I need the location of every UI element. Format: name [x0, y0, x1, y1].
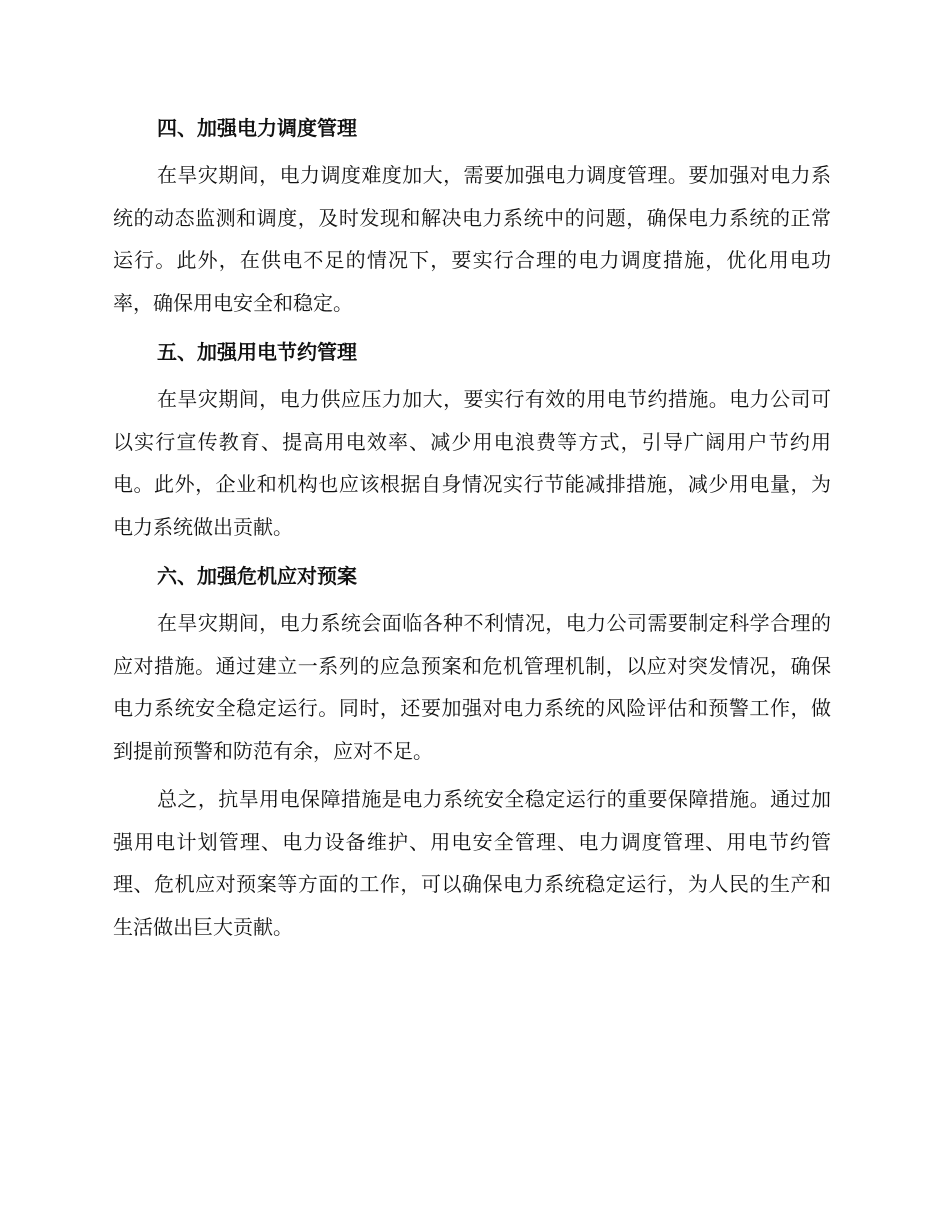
section-heading-dispatch: 四、加强电力调度管理: [157, 116, 357, 140]
section-heading-crisis: 六、加强危机应对预案: [157, 564, 357, 588]
section-paragraph-saving: 在旱灾期间，电力供应压力加大，要实行有效的用电节约措施。电力公司可以实行宣传教育、提高用电效率、减少用电浪费等方式，引导广阔用户节约用电。此外，企业和机构也应该根据自身情况实行节能减排措施，减少用电量，为电力系统做出贡献。: [113, 387, 831, 539]
section-paragraph-dispatch: 在旱灾期间，电力调度难度加大，需要加强电力调度管理。要加强对电力系统的动态监测和调度，及时发现和解决电力系统中的问题，确保电力系统的正常运行。此外，在供电不足的情况下，要实行合理的电力调度措施，优化用电功率，确保用电安全和稳定。: [113, 163, 831, 315]
section-paragraph-crisis: 在旱灾期间，电力系统会面临各种不利情况，电力公司需要制定科学合理的应对措施。通过建立一系列的应急预案和危机管理机制，以应对突发情况，确保电力系统安全稳定运行。同时，还要加强对电力系统的风险评估和预警工作，做到提前预警和防范有余，应对不足。: [113, 611, 831, 763]
conclusion-paragraph: 总之，抗旱用电保障措施是电力系统安全稳定运行的重要保障措施。通过加强用电计划管理、电力设备维护、用电安全管理、电力调度管理、用电节约管理、危机应对预案等方面的工作，可以确保电力系统稳定运行，为人民的生产和生活做出巨大贡献。: [113, 787, 831, 939]
document-page: [113, 108, 831, 954]
section-heading-saving: 五、加强用电节约管理: [157, 340, 357, 364]
